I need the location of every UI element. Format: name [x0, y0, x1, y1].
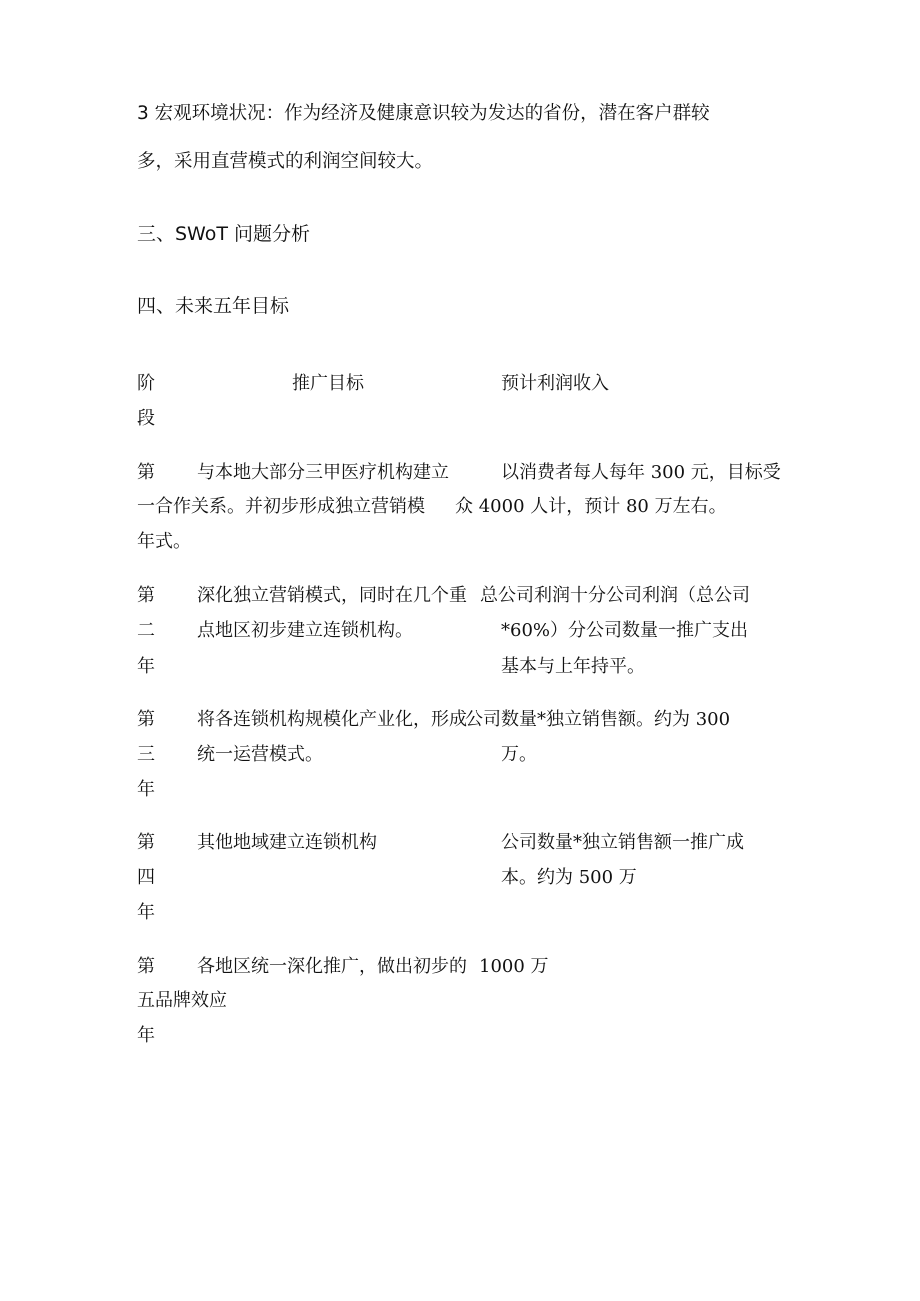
target-cell: 与本地大部分三甲医疗机构建立	[197, 462, 449, 483]
profit-cell: 公司数量*独立销售额。约为 300	[465, 709, 731, 730]
stage-cell: 第	[137, 956, 155, 977]
target-cell: 各地区统一深化推广，做出初步的	[197, 956, 467, 977]
profit-cell: 以消费者每人每年 300 元，目标受	[501, 462, 781, 483]
swot-heading: 三、SWoT 问题分析	[137, 223, 311, 245]
target-cell: 式。	[155, 531, 191, 552]
target-header: 推广目标	[292, 373, 364, 394]
stage-cell: 第	[137, 709, 155, 730]
stage-header: 阶	[137, 373, 155, 394]
target-cell: 其他地域建立连锁机构	[197, 832, 377, 853]
target-cell: 合作关系。并初步形成独立营销模	[155, 496, 425, 517]
stage-cell: 五	[137, 990, 155, 1011]
profit-cell: 本。约为 500 万	[501, 867, 637, 888]
profit-cell: 基本与上年持平。	[501, 656, 645, 677]
profit-cell: 公司数量*独立销售额一推广成	[501, 832, 744, 853]
target-cell: 点地区初步建立连锁机构。	[197, 620, 413, 641]
profit-cell: 众 4000 人计，预计 80 万左右。	[455, 496, 727, 517]
stage-cell: 年	[137, 779, 155, 800]
stage-cell: 三	[137, 744, 155, 765]
profit-header: 预计利润收入	[501, 373, 609, 394]
macro-environment-line-1: 3 宏观环境状况：作为经济及健康意识较为发达的省份，潜在客户群较	[137, 103, 710, 124]
target-cell: 深化独立营销模式，同时在几个重	[197, 585, 467, 606]
stage-cell: 第	[137, 585, 155, 606]
goals-heading: 四、未来五年目标	[137, 295, 290, 317]
stage-cell: 四	[137, 867, 155, 888]
stage-header-2: 段	[137, 408, 155, 429]
stage-cell: 年	[137, 656, 155, 677]
target-cell: 品牌效应	[155, 990, 227, 1011]
stage-cell: 第	[137, 462, 155, 483]
target-cell: 统一运营模式。	[197, 744, 323, 765]
stage-cell: 年	[137, 531, 155, 552]
target-cell: 将各连锁机构规模化产业化，形成	[197, 709, 467, 730]
stage-cell: 一	[137, 496, 155, 517]
stage-cell: 年	[137, 902, 155, 923]
profit-cell: 万。	[501, 744, 537, 765]
profit-cell: 1000 万	[479, 956, 549, 977]
macro-environment-line-2: 多，采用直营模式的利润空间较大。	[137, 151, 434, 172]
profit-cell: 总公司利润十分公司利润（总公司	[480, 585, 750, 606]
stage-cell: 第	[137, 832, 155, 853]
stage-cell: 二	[137, 620, 155, 641]
stage-cell: 年	[137, 1025, 155, 1046]
profit-cell: *60%）分公司数量一推广支出	[501, 620, 749, 641]
